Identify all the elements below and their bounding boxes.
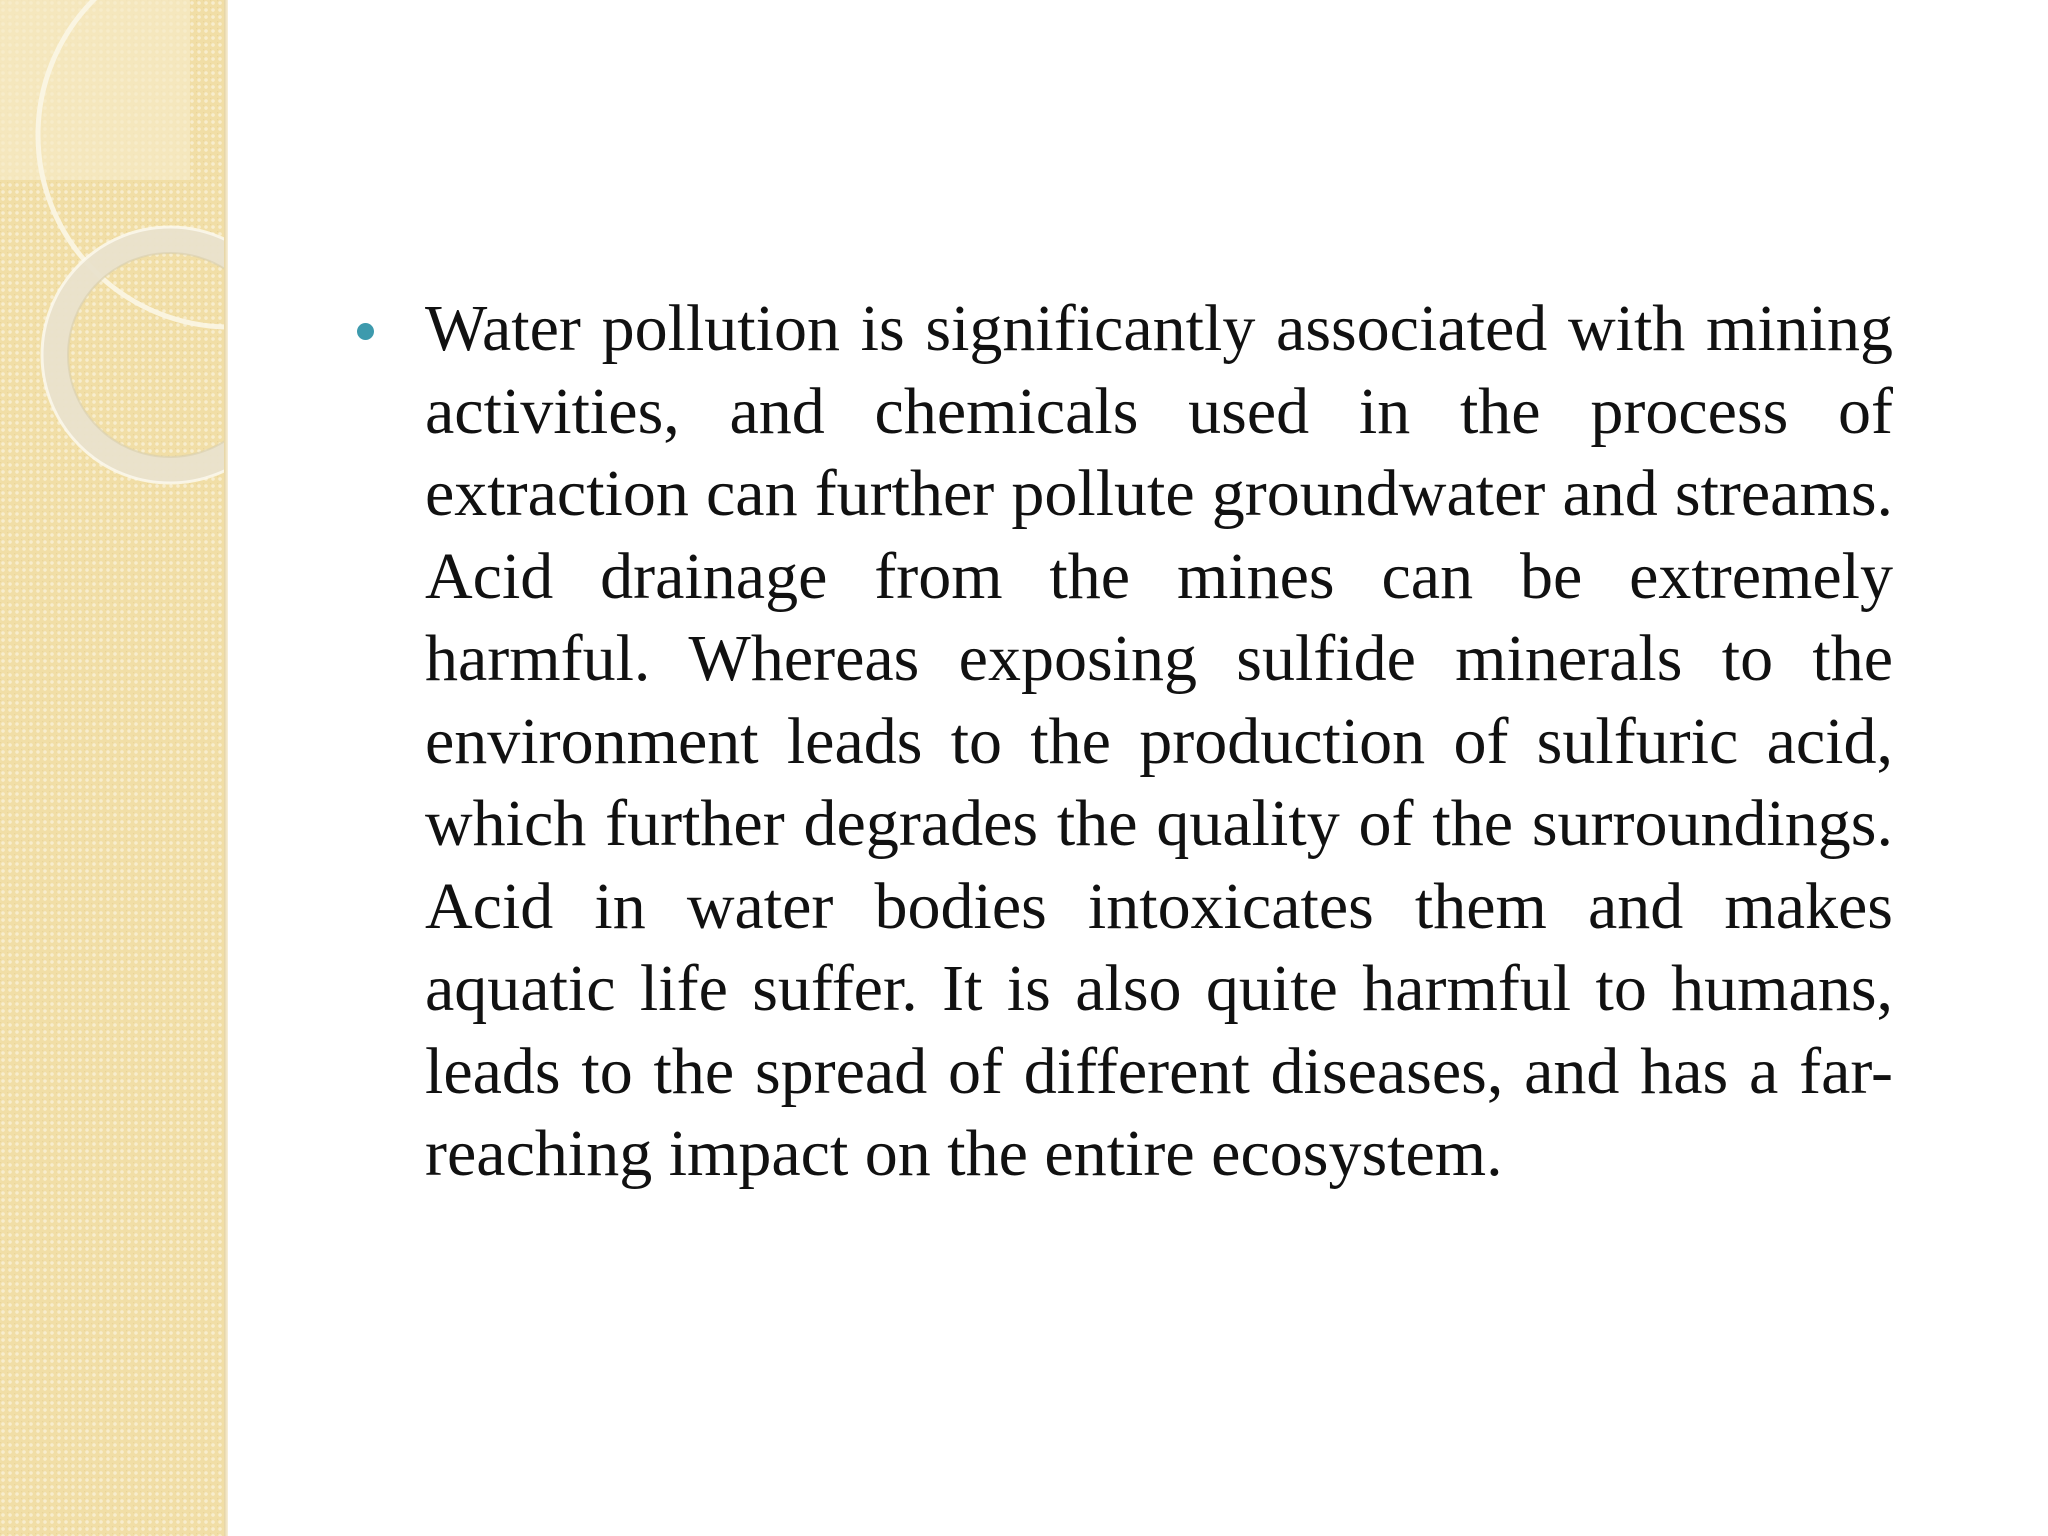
side-band-edge xyxy=(224,0,228,1536)
bullet-item xyxy=(353,288,1893,1196)
round-bullet-icon xyxy=(357,323,374,340)
decorative-side-band xyxy=(0,0,226,1536)
interlocking-rings-decoration xyxy=(0,0,226,520)
slide-body xyxy=(353,288,1893,1196)
bullet-text: Water pollution is significantly associated with mining activities, and chemicals used in the process of extraction can further pollute groundwater and streams. Acid drainage from the mines can be extremely harmful. Whereas exposing sulfide minerals to the environment leads to the production of sulfuric acid, which further degrades the quality of the surroundings. Acid in water bodies intoxicates them and makes aquatic life suffer. It is also quite harmful to humans, leads to the spread of different diseases, and has a far-reaching impact on the entire ecosystem. xyxy=(425,292,1893,1190)
